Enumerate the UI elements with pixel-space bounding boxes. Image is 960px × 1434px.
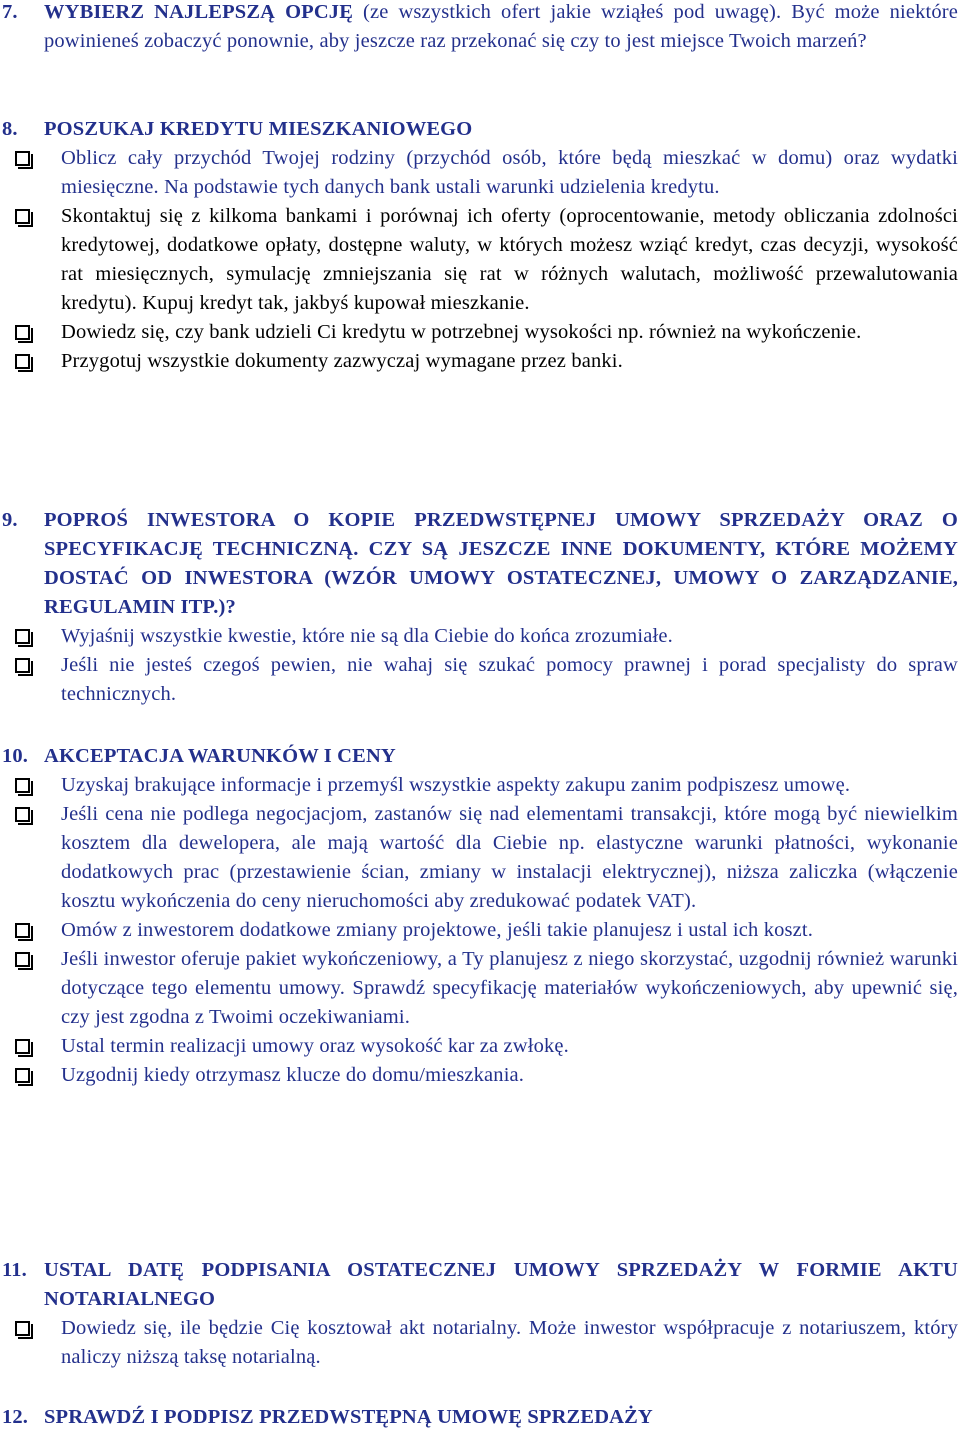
- list-item: [0, 1314, 958, 1372]
- list-item: [0, 202, 958, 318]
- section-title: WYBIERZ NAJLEPSZĄ OPCJĘ: [44, 1, 354, 23]
- section-title: POSZUKAJ KREDYTU MIESZKANIOWEGO: [44, 118, 473, 140]
- list-item: [0, 916, 958, 945]
- section-11: [0, 1256, 958, 1372]
- section-10-heading: [0, 742, 958, 771]
- checkbox-bullet-icon: [15, 325, 30, 340]
- list-item: [0, 347, 958, 376]
- section-7: [0, 0, 958, 56]
- section-11-heading: [0, 1256, 958, 1314]
- section-title: USTAL DATĘ PODPISANIA OSTATECZNEJ UMOWY SPRZEDAŻY W FORMIE AKTU NOTARIALNEGO: [44, 1259, 958, 1310]
- section-title: SPRAWDŹ I PODPISZ PRZEDWSTĘPNĄ UMOWĘ SPRZEDAŻY: [44, 1406, 653, 1428]
- list-item-text: Oblicz cały przychód Twojej rodziny (przychód osób, które będą mieszkać w domu) oraz wydatki miesięczne. Na podstawie tych danych bank ustali warunki udzielenia kredytu.: [61, 147, 958, 198]
- list-item-text: Uzgodnij kiedy otrzymasz klucze do domu/mieszkania.: [61, 1064, 525, 1086]
- list-item: [0, 144, 958, 202]
- list-item: [0, 622, 958, 651]
- checkbox-bullet-icon: [15, 1321, 30, 1336]
- checkbox-bullet-icon: [15, 354, 30, 369]
- list-item-text: Dowiedz się, ile będzie Cię kosztował akt notarialny. Może inwestor współpracuje z notariuszem, który naliczy niższą taksę notarialną.: [61, 1317, 958, 1368]
- list-item-text: Dowiedz się, czy bank udzieli Ci kredytu w potrzebnej wysokości np. również na wykończenie.: [61, 321, 862, 343]
- section-10: [0, 742, 958, 1090]
- section-7-heading: [0, 0, 958, 56]
- section-title: AKCEPTACJA WARUNKÓW I CENY: [44, 745, 396, 767]
- section-8: [0, 115, 958, 376]
- list-item-text: Przygotuj wszystkie dokumenty zazwyczaj wymagane przez banki.: [61, 350, 623, 372]
- checkbox-bullet-icon: [15, 807, 30, 822]
- list-item: [0, 318, 958, 347]
- checkbox-bullet-icon: [15, 778, 30, 793]
- list-item: [0, 771, 958, 800]
- section-9-heading: [0, 506, 958, 622]
- list-item: [0, 651, 958, 709]
- list-item-text: Skontaktuj się z kilkoma bankami i porównaj ich oferty (oprocentowanie, metody obliczania zdolności kredytowej, dodatkowe opłaty, dostępne waluty, w których możesz wziąć kredyt, czas decyzji, wysokość rat miesięcznych, symulację zmniejszania się rat w różnych walutach, możliwość przewalutowania kredytu). Kupuj kredyt tak, jakbyś kupował mieszkanie.: [61, 205, 958, 314]
- checkbox-bullet-icon: [15, 923, 30, 938]
- list-item-text: Wyjaśnij wszystkie kwestie, które nie są dla Ciebie do końca zrozumiałe.: [61, 625, 673, 647]
- list-item: [0, 1032, 958, 1061]
- section-12-heading: [0, 1403, 958, 1432]
- checkbox-bullet-icon: [15, 209, 30, 224]
- section-number: 11.: [2, 1259, 27, 1281]
- list-item-text: Ustal termin realizacji umowy oraz wysokość kar za zwłokę.: [61, 1035, 569, 1057]
- checkbox-bullet-icon: [15, 151, 30, 166]
- list-item: [0, 800, 958, 916]
- checkbox-bullet-icon: [15, 629, 30, 644]
- section-body: Być może niektóre powinieneś zobaczyć ponownie, aby jeszcze raz przekonać się czy to jest miejsce Twoich marzeń?: [44, 1, 959, 52]
- list-item-text: Uzyskaj brakujące informacje i przemyśl wszystkie aspekty zakupu zanim podpiszesz umowę.: [61, 774, 851, 796]
- list-item-text: Omów z inwestorem dodatkowe zmiany projektowe, jeśli takie planujesz i ustal ich koszt.: [61, 919, 814, 941]
- section-number: 10.: [2, 745, 29, 767]
- section-number: 7.: [2, 1, 18, 23]
- checkbox-bullet-icon: [15, 952, 30, 967]
- list-item: [0, 945, 958, 1032]
- list-item-text: Jeśli cena nie podlega negocjacjom, zastanów się nad elementami transakcji, które mogą być niewielkim kosztem dla dewelopera, ale mają wartość dla Ciebie np. elastyczne warunki płatności, wykonanie dodatkowych prac (przestawienie ścian, zmiany w instalacji elektrycznej), niższa zaliczka (włączenie kosztu wykończenia do ceny nieruchomości aby zredukować podatek VAT).: [61, 803, 958, 912]
- list-item-text: Jeśli nie jesteś czegoś pewien, nie wahaj się szukać pomocy prawnej i porad specjalisty do spraw technicznych.: [61, 654, 958, 705]
- section-number: 9.: [2, 509, 18, 531]
- section-9: [0, 506, 958, 709]
- section-12: [0, 1403, 958, 1432]
- checkbox-bullet-icon: [15, 1068, 30, 1083]
- checkbox-bullet-icon: [15, 658, 30, 673]
- list-item-text: Jeśli inwestor oferuje pakiet wykończeniowy, a Ty planujesz z niego skorzystać, uzgodnij również warunki dotyczące tego elementu umowy. Sprawdź specyfikację materiałów wykończeniowych, aby upewnić się, czy jest zgodna z Twoimi oczekiwaniami.: [61, 948, 958, 1028]
- section-title: POPROŚ INWESTORA O KOPIE PRZEDWSTĘPNEJ UMOWY SPRZEDAŻY ORAZ O SPECYFIKACJĘ TECHNICZNĄ. CZY SĄ JESZCZE INNE DOKUMENTY, KTÓRE MOŻEMY DOSTAĆ OD INWESTORA (WZÓR UMOWY OSTATECZNEJ, UMOWY O ZARZĄDZANIE, REGULAMIN ITP.)?: [44, 509, 958, 618]
- section-note: (ze wszystkich ofert jakie wziąłeś pod uwagę).: [363, 1, 782, 23]
- list-item: [0, 1061, 958, 1090]
- section-number: 12.: [2, 1406, 29, 1428]
- checkbox-bullet-icon: [15, 1039, 30, 1054]
- section-8-heading: [0, 115, 958, 144]
- section-number: 8.: [2, 118, 18, 140]
